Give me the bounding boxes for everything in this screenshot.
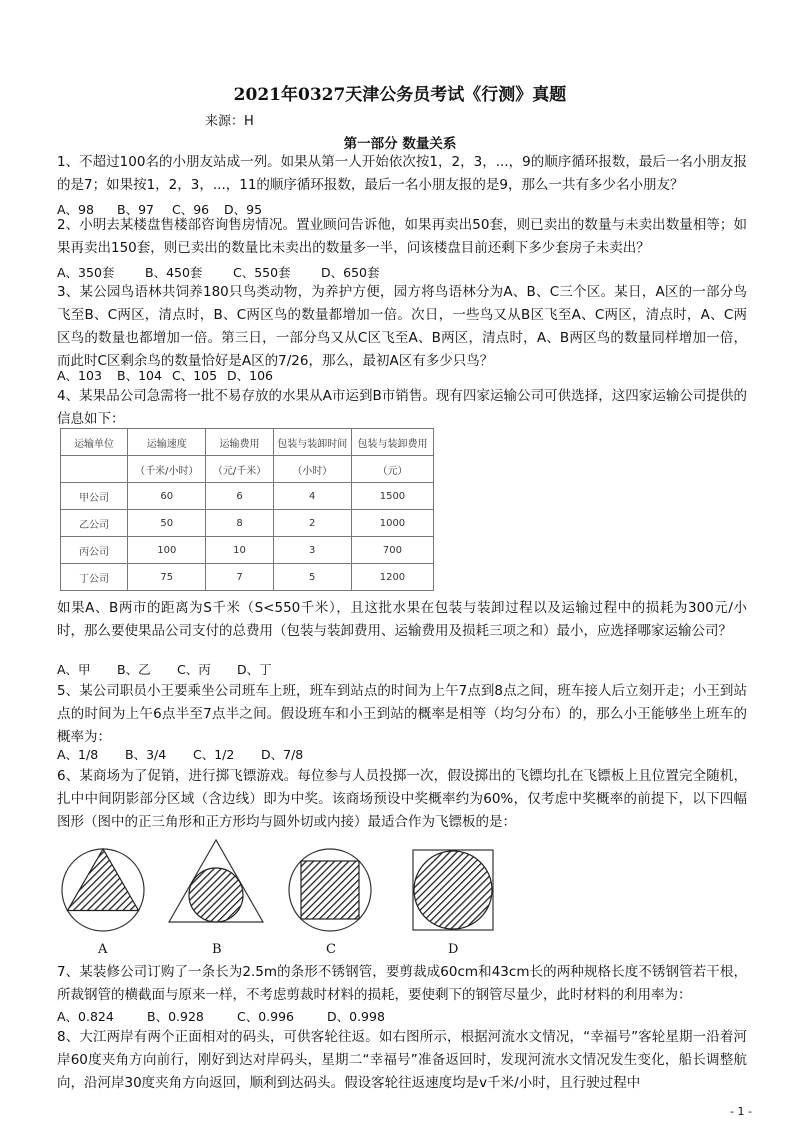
option: C、105 (172, 368, 218, 383)
transport-table (60, 428, 434, 591)
table-cell: 乙公司 (61, 510, 128, 537)
table-cell: 5 (273, 564, 351, 591)
table-header-cell: （千米/小时） (128, 456, 206, 483)
table-cell: 6 (206, 483, 273, 510)
option: B、450套 (145, 265, 203, 280)
page-number: - 1 - (730, 1105, 752, 1118)
table-cell: 2 (273, 510, 351, 537)
table-header-cell: 运输费用 (206, 429, 273, 456)
option: A、350套 (57, 265, 115, 280)
table-header-row (61, 429, 434, 456)
table-cell: 50 (128, 510, 206, 537)
question-7-options (57, 1007, 385, 1025)
option: C、丙 (177, 662, 211, 677)
option: B、104 (117, 368, 162, 383)
option: D、丁 (237, 662, 272, 677)
table-cell: 1500 (351, 483, 433, 510)
figure-label-a: A (98, 942, 108, 957)
table-row (61, 483, 434, 510)
figure-a (62, 849, 144, 931)
question-6-text: 6、某商场为了促销，进行掷飞镖游戏。每位参与人员投掷一次，假设掷出的飞镖均扎在飞镖板上且位置完全随机，扎中中间阴影部分区域（含边线）即为中奖。该商场预设中奖概率约为60%，仅考虑中奖概率的前提下，以下四幅图形（图中的正三角形和正方形均与圆外切或内接）最适合作为飞镖板的是： (57, 768, 747, 830)
option: B、97 (117, 202, 154, 217)
question-4-text: 4、某果品公司急需将一批不易存放的水果从A市运到B市销售。现有四家运输公司可供选择，这四家运输公司提供的信息如下： (57, 388, 747, 427)
question-7-text: 7、某装修公司订购了一条长为2.5m的条形不锈钢管，要剪裁成60cm和43cm长的两种规格长度不锈钢管若干根，所裁钢管的横截面与原来一样，不考虑剪裁时材料的损耗，要使剩下的钢管尽量少，此时材料的利用率为： (57, 964, 747, 1003)
option: D、650套 (321, 265, 380, 280)
question-3-options (57, 366, 273, 384)
table-cell: 4 (273, 483, 351, 510)
table-header-cell: 包装与装卸费用 (351, 429, 433, 456)
table-row (61, 537, 434, 564)
table-cell: 3 (273, 537, 351, 564)
table-cell: 1200 (351, 564, 433, 591)
table-cell: 丙公司 (61, 537, 128, 564)
figure-c (289, 849, 371, 931)
option: C、0.996 (237, 1009, 295, 1024)
table-cell: 7 (206, 564, 273, 591)
figure-label-d: D (448, 942, 459, 957)
option: A、甲 (57, 662, 91, 677)
option: C、1/2 (193, 747, 235, 762)
option: B、3/4 (125, 747, 167, 762)
option: C、550套 (233, 265, 291, 280)
figure-label-c: C (326, 942, 336, 957)
section-heading: 第一部分 数量关系 (343, 136, 457, 152)
table-header-cell: 包装与装卸时间 (273, 429, 351, 456)
table-cell: 10 (206, 537, 273, 564)
option: C、96 (172, 202, 210, 217)
option: A、0.824 (57, 1009, 114, 1024)
dartboard-figures (60, 838, 500, 938)
table-cell: 60 (128, 483, 206, 510)
figure-b (169, 840, 263, 922)
question-4-text-continued: 如果A、B两市的距离为S千米（S<550千米），且这批水果在包装与装卸过程以及运输过程中的损耗为300元/小时，那么要使果品公司支付的总费用（包装与装卸费用、运输费用及损耗三项之和）最小，应选择哪家运输公司？ (57, 600, 747, 639)
option: A、103 (57, 368, 102, 383)
question-2-options (57, 263, 379, 281)
option: A、1/8 (57, 747, 99, 762)
figure-d (413, 850, 493, 930)
table-cell: 甲公司 (61, 483, 128, 510)
table-row (61, 510, 434, 537)
page-title: 2021年0327天津公务员考试《行测》真题 (233, 85, 567, 105)
question-1-text: 1、不超过100名的小朋友站成一列。如果从第一人开始依次按1，2，3，...，9的顺序循环报数，最后一名小朋友报的是7；如果按1，2，3，...，11的顺序循环报数，最后一名小朋友报的是9，那么一共有多少名小朋友？ (57, 154, 747, 193)
question-3-text: 3、某公园鸟语林共饲养180只鸟类动物，为养护方便，园方将鸟语林分为A、B、C三个区。某日，A区的一部分鸟飞至B、C两区，清点时，B、C两区鸟的数量都增加一倍。次日，一些鸟又从B区飞至A、C两区，清点时，A、C两区鸟的数量也都增加一倍。第三日，一部分鸟又从C区飞至A、B两区，清点时，A、B两区鸟的数量同样增加一倍，而此时C区剩余鸟的数量恰好是A区的7/26，那么，最初A区有多少只鸟？ (57, 284, 747, 369)
option: B、乙 (117, 662, 151, 677)
table-header-row (61, 456, 434, 483)
option: A、98 (57, 202, 94, 217)
table-row (61, 564, 434, 591)
table-header-cell: 运输速度 (128, 429, 206, 456)
table-cell: 8 (206, 510, 273, 537)
option: D、95 (224, 202, 263, 217)
option: D、106 (227, 368, 273, 383)
table-cell: 1000 (351, 510, 433, 537)
option: D、0.998 (327, 1009, 385, 1024)
option: D、7/8 (261, 747, 304, 762)
table-header-cell: 运输单位 (61, 429, 128, 456)
question-5-options (57, 745, 303, 763)
table-header-cell: （小时） (273, 456, 351, 483)
table-header-cell: （元/千米） (206, 456, 273, 483)
figure-label-b: B (212, 942, 222, 957)
source-line: 来源：H (205, 114, 254, 129)
option: B、0.928 (147, 1009, 204, 1024)
table-cell: 丁公司 (61, 564, 128, 591)
table-cell: 700 (351, 537, 433, 564)
question-2-text: 2、小明去某楼盘售楼部咨询售房情况。置业顾问告诉他，如果再卖出50套，则已卖出的数量与未卖出数量相等；如果再卖出150套，则已卖出的数量比未卖出的数量多一半，问该楼盘目前还剩下多少套房子未卖出？ (57, 217, 747, 256)
question-8-text: 8、大江两岸有两个正面相对的码头，可供客轮往返。如右图所示，根据河流水文情况，“幸福号”客轮星期一沿着河岸60度夹角方向前行，刚好到达对岸码头，星期二“幸福号”准备返回时，发现河流水文情况发生变化，船长调整航向，沿河岸30度夹角方向返回，顺利到达码头。假设客轮往返速度均是v千米/小时，且行驶过程中 (57, 1029, 747, 1091)
question-5-text: 5、某公司职员小王要乘坐公司班车上班，班车到站点的时间为上午7点到8点之间，班车接人后立刻开走；小王到站点的时间为上午6点半至7点半之间。假设班车和小王到站的概率是相等（均匀分布）的，那么小王能够坐上班车的概率为： (57, 683, 747, 745)
table-cell: 100 (128, 537, 206, 564)
table-cell: 75 (128, 564, 206, 591)
question-4-options (57, 660, 272, 678)
table-header-cell (61, 456, 128, 483)
table-header-cell: （元） (351, 456, 433, 483)
